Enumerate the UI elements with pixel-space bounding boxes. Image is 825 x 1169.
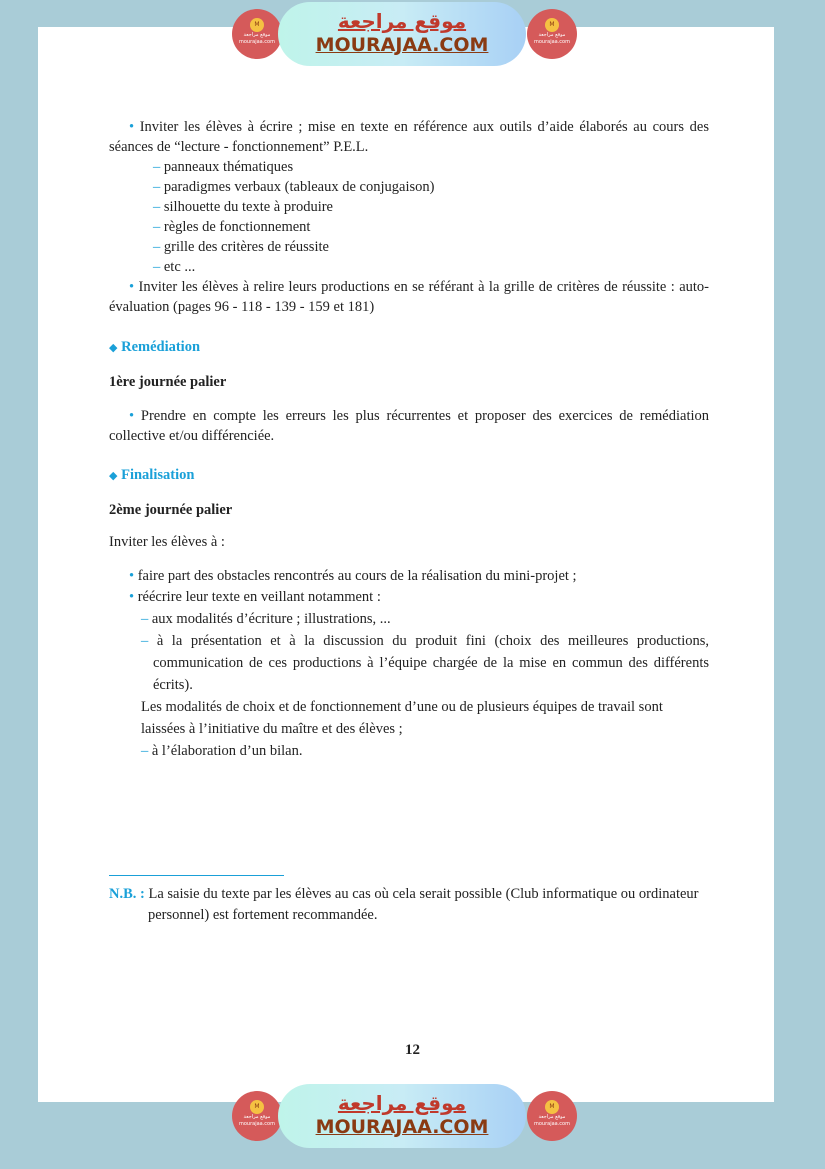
- list-item: – règles de fonctionnement: [153, 219, 311, 235]
- site-arabic-name: موقع مراجعة: [337, 1091, 467, 1115]
- finalisation-list: [109, 566, 709, 608]
- finalisation-heading: ◆ Finalisation: [109, 467, 195, 483]
- intro-bullet-2: • Inviter les élèves à relire leurs productions en se référant à la grille de critères de réussite : auto-évaluation (pages 96 - 118 - 139 - 159 et 181): [109, 279, 710, 315]
- list-item: – etc ...: [153, 259, 196, 275]
- header-banner[interactable]: [230, 0, 580, 70]
- tools-list: [109, 157, 709, 277]
- list-item: • faire part des obstacles rencontrés au cours de la réalisation du mini-projet ;: [129, 568, 577, 584]
- document-body: [109, 117, 709, 762]
- list-item: • réécrire leur texte en veillant notamment :: [129, 589, 381, 605]
- site-logo-right: M موقع مراجعة mourajaa.com: [527, 1091, 577, 1141]
- remediation-heading: ◆ Remédiation: [109, 339, 201, 355]
- remediation-day: 1ère journée palier: [109, 374, 227, 390]
- site-name: MOURAJAA.COM: [315, 34, 489, 56]
- footer-banner[interactable]: [230, 1082, 580, 1152]
- list-item: – silhouette du texte à produire: [153, 199, 333, 215]
- page-number: 12: [405, 1042, 420, 1058]
- list-item: – panneaux thématiques: [153, 159, 294, 175]
- site-name: MOURAJAA.COM: [315, 1116, 489, 1138]
- list-item: – à l’élaboration d’un bilan.: [141, 743, 303, 759]
- list-item: – aux modalités d’écriture ; illustrations, ...: [141, 611, 391, 627]
- remediation-text: • Prendre en compte les erreurs les plus récurrentes et proposer des exercices de remédiation collective et/ou différenciée.: [109, 408, 710, 444]
- footnote-rule: [109, 875, 284, 876]
- intro-bullet-1: • Inviter les élèves à écrire ; mise en texte en référence aux outils d’aide élaborés au cours des séances de “lecture - fonctionnement” P.E.L.: [109, 119, 709, 155]
- footnote-text: La saisie du texte par les élèves au cas où cela serait possible (Club informatique ou ordinateur personnel) est fortement recommandée.: [148, 886, 699, 923]
- footnote: [109, 884, 709, 926]
- site-arabic-name: موقع مراجعة: [337, 9, 467, 33]
- finalisation-day: 2ème journée palier: [109, 502, 233, 518]
- finalisation-paragraph: Les modalités de choix et de fonctionnement d’une ou de plusieurs équipes de travail sont laissées à l’initiative du maître et des élèves ;: [141, 699, 663, 737]
- list-item: – paradigmes verbaux (tableaux de conjugaison): [153, 179, 435, 195]
- site-logo-right: M موقع مراجعة mourajaa.com: [527, 9, 577, 59]
- site-logo-left: M موقع مراجعة mourajaa.com: [232, 9, 282, 59]
- finalisation-sublist: [109, 608, 709, 762]
- site-link[interactable]: [278, 2, 526, 66]
- site-link[interactable]: [278, 1084, 526, 1148]
- site-logo-left: M موقع مراجعة mourajaa.com: [232, 1091, 282, 1141]
- footnote-label: N.B. :: [109, 886, 145, 902]
- list-item: – grille des critères de réussite: [153, 239, 329, 255]
- finalisation-intro: Inviter les élèves à :: [109, 534, 225, 550]
- list-item: – à la présentation et à la discussion du produit fini (choix des meilleures productions, communication de ces productions à l’équipe chargée de la mise en commun des différents écrits).: [141, 633, 709, 693]
